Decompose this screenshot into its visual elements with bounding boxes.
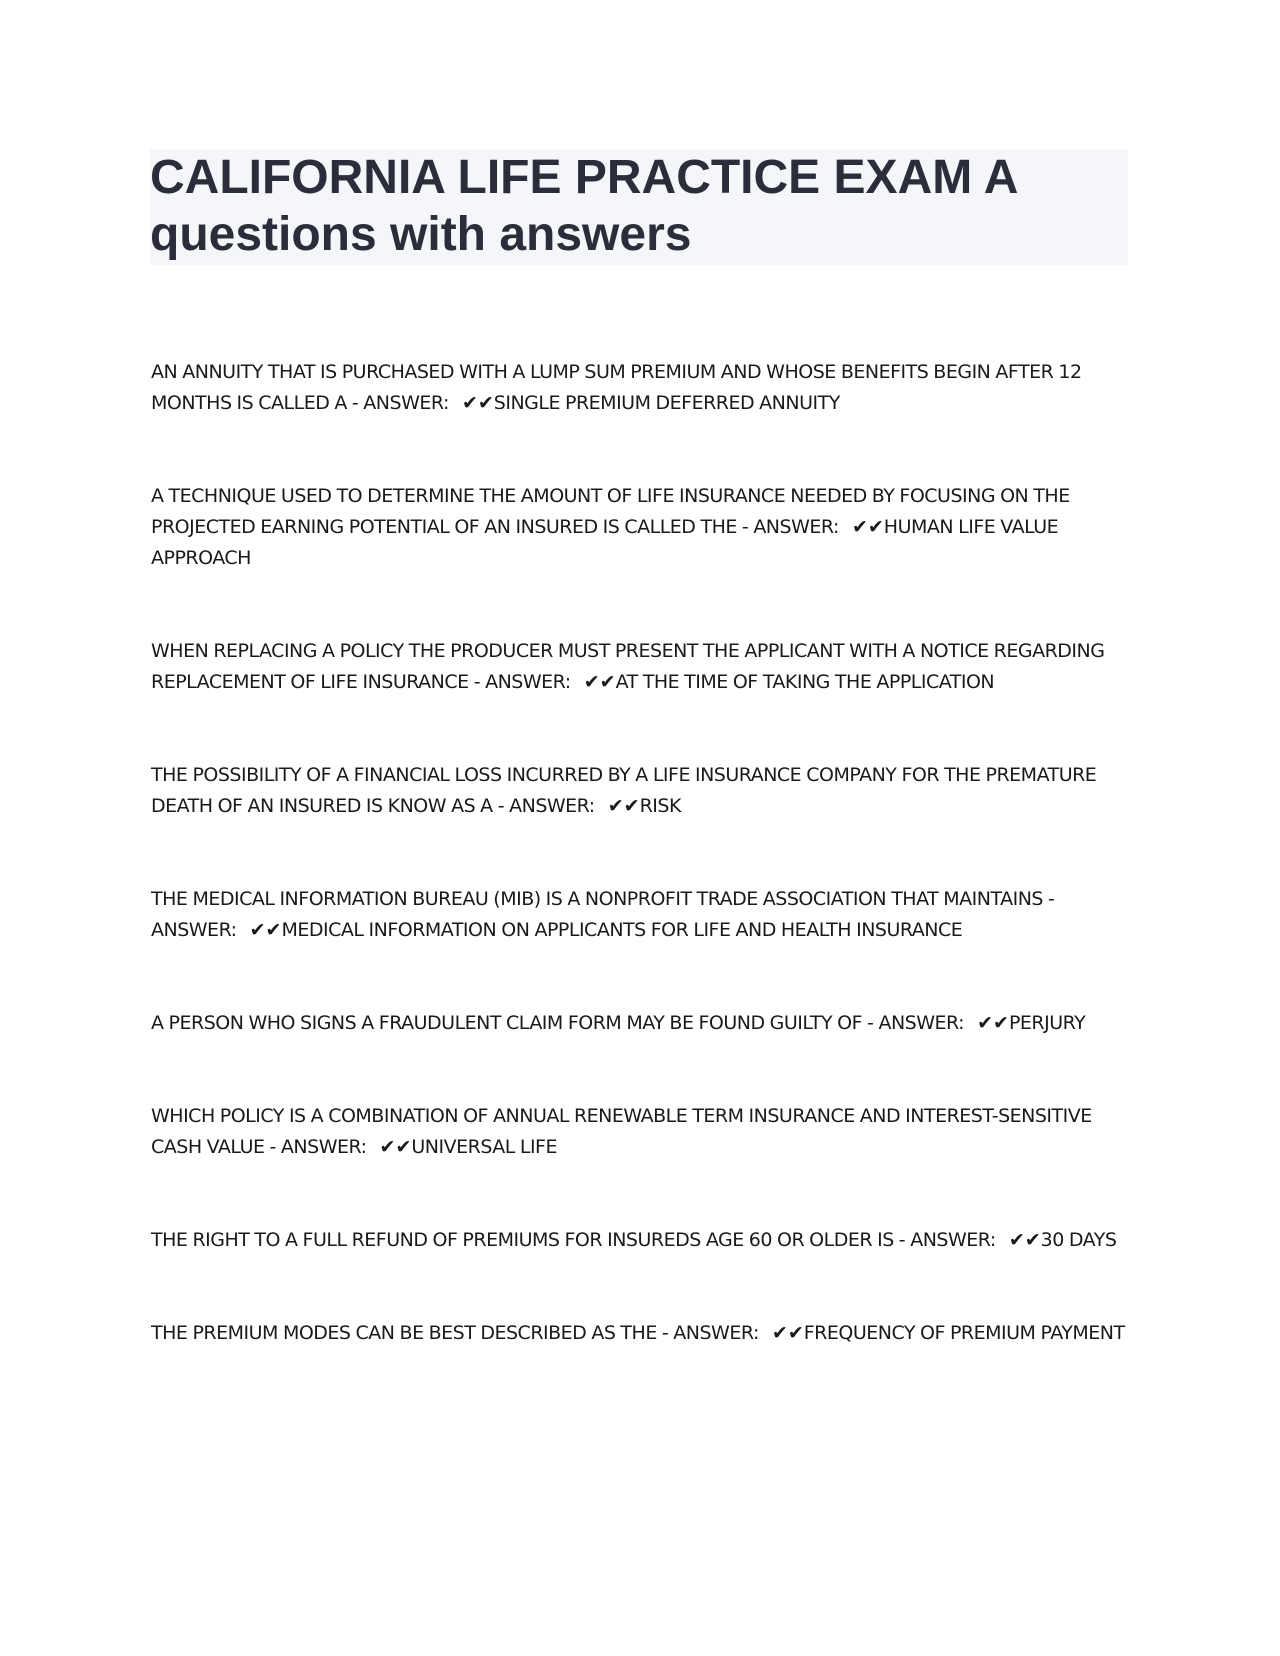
- check-icon: ✔✔: [249, 919, 282, 941]
- list-item: [151, 357, 1136, 419]
- question-text: THE RIGHT TO A FULL REFUND OF PREMIUMS FOR INSUREDS AGE 60 OR OLDER IS - ANSWER:: [151, 1229, 996, 1251]
- check-icon: ✔✔: [1008, 1229, 1041, 1251]
- document-title: CALIFORNIA LIFE PRACTICE EXAM A questions with answers: [150, 151, 1017, 261]
- answer-text: MEDICAL INFORMATION ON APPLICANTS FOR LIFE AND HEALTH INSURANCE: [281, 919, 963, 941]
- answer-text: FREQUENCY OF PREMIUM PAYMENT: [803, 1322, 1125, 1344]
- check-icon: ✔✔: [851, 516, 884, 538]
- list-item: [151, 1225, 1136, 1256]
- question-text: THE POSSIBILITY OF A FINANCIAL LOSS INCURRED BY A LIFE INSURANCE COMPANY FOR THE PREMATURE DEATH OF AN INSURED IS KNOW AS A - ANSWER:: [151, 764, 1097, 817]
- answer-text: SINGLE PREMIUM DEFERRED ANNUITY: [493, 392, 840, 414]
- list-item: [151, 1101, 1136, 1163]
- answer-text: HUMAN LIFE VALUE APPROACH: [151, 516, 1059, 569]
- list-item: [151, 481, 1136, 574]
- question-text: WHEN REPLACING A POLICY THE PRODUCER MUST PRESENT THE APPLICANT WITH A NOTICE REGARDING REPLACEMENT OF LIFE INSURANCE - ANSWER:: [151, 640, 1105, 693]
- list-item: [151, 1008, 1136, 1039]
- title-block: [150, 149, 1128, 265]
- question-text: THE MEDICAL INFORMATION BUREAU (MIB) IS A NONPROFIT TRADE ASSOCIATION THAT MAINTAINS - ANSWER:: [151, 888, 1055, 941]
- list-item: [151, 1318, 1136, 1349]
- answer-text: 30 DAYS: [1040, 1229, 1117, 1251]
- check-icon: ✔✔: [461, 392, 494, 414]
- question-text: A TECHNIQUE USED TO DETERMINE THE AMOUNT OF LIFE INSURANCE NEEDED BY FOCUSING ON THE PROJECTED EARNING POTENTIAL OF AN INSURED IS CALLED THE - ANSWER:: [151, 485, 1070, 538]
- question-text: THE PREMIUM MODES CAN BE BEST DESCRIBED AS THE - ANSWER:: [151, 1322, 759, 1344]
- list-item: [151, 760, 1136, 822]
- list-item: [151, 884, 1136, 946]
- answer-text: AT THE TIME OF TAKING THE APPLICATION: [615, 671, 995, 693]
- check-icon: ✔✔: [977, 1012, 1009, 1034]
- question-text: AN ANNUITY THAT IS PURCHASED WITH A LUMP SUM PREMIUM AND WHOSE BENEFITS BEGIN AFTER 12 MONTHS IS CALLED A - ANSWER:: [151, 361, 1082, 414]
- check-icon: ✔✔: [379, 1136, 412, 1158]
- question-text: A PERSON WHO SIGNS A FRAUDULENT CLAIM FORM MAY BE FOUND GUILTY OF - ANSWER:: [151, 1012, 965, 1034]
- question-text: WHICH POLICY IS A COMBINATION OF ANNUAL RENEWABLE TERM INSURANCE AND INTEREST-SENSITIVE CASH VALUE - ANSWER:: [151, 1105, 1092, 1158]
- check-icon: ✔✔: [583, 671, 616, 693]
- answer-text: RISK: [639, 795, 681, 817]
- check-icon: ✔✔: [607, 795, 640, 817]
- answer-text: UNIVERSAL LIFE: [411, 1136, 557, 1158]
- list-item: [151, 636, 1136, 698]
- question-answer-list: [151, 357, 1136, 1411]
- check-icon: ✔✔: [771, 1322, 804, 1344]
- answer-text: PERJURY: [1008, 1012, 1086, 1034]
